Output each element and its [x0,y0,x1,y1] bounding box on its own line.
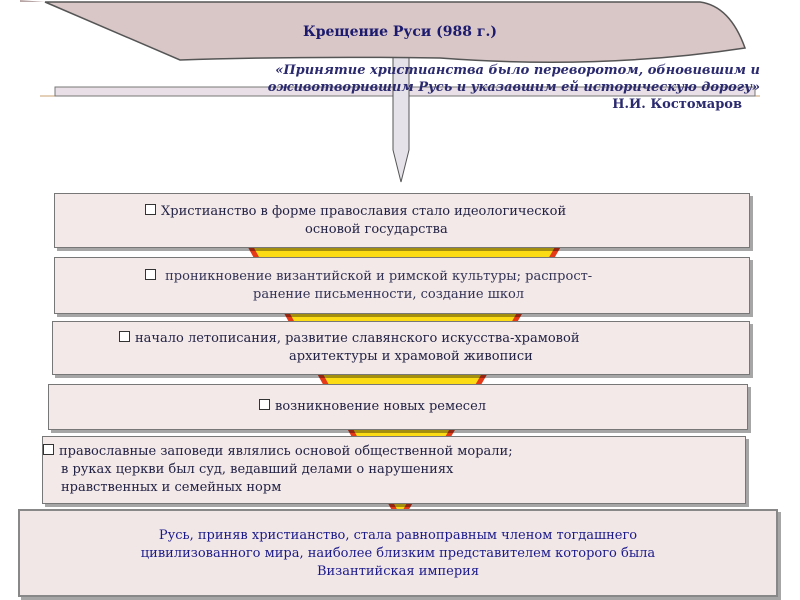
conclusion-line-3: Византийская империя [316,564,480,579]
consequence-box-4 [48,384,748,430]
item-4-line-1: возникновение новых ремесел [275,399,487,414]
quote-author: Н.И. Костомаров [612,97,742,112]
checkbox-icon [145,204,156,215]
item-1-line-2: основой государства [305,222,448,237]
item-2-line-2: ранение письменности, создание школ [253,287,525,302]
item-5-line-3: нравственных и семейных норм [61,480,282,495]
item-2-line-1: проникновение византийской и римской культуры; распрост- [165,269,593,284]
item-1-line-1: Христианство в форме православия стало идеологической [161,204,567,219]
conclusion-line-2: цивилизованного мира, наиболее близким представителем которого была [140,546,656,561]
page-title: Крещение Руси (988 г.) [303,24,497,40]
checkbox-icon [43,444,54,455]
quote-line-2: оживотворившим Русь и указавшим ей историческую дорогу» [267,80,760,95]
item-5-line-2: в руках церкви был суд, ведавший делами о нарушениях [61,462,454,477]
item-3-line-1: начало летописания, развитие славянского искусства-храмовой [135,331,580,346]
checkbox-icon [145,269,156,280]
conclusion-box [18,509,778,597]
checkbox-icon [119,331,130,342]
consequence-box-3 [52,321,750,375]
item-3-line-2: архитектуры и храмовой живописи [289,349,533,364]
conclusion-line-1: Русь, приняв христианство, стала равноправным членом тогдашнего [158,528,638,543]
quote-block [160,62,760,113]
consequence-box-2 [54,257,750,314]
quote-line-1: «Принятие христианства было переворотом, обновившим и [275,63,760,78]
checkbox-icon [259,399,270,410]
consequence-box-1 [54,193,750,248]
item-5-line-1: православные заповеди являлись основой общественной морали; [59,444,513,459]
consequence-box-5 [42,436,746,504]
